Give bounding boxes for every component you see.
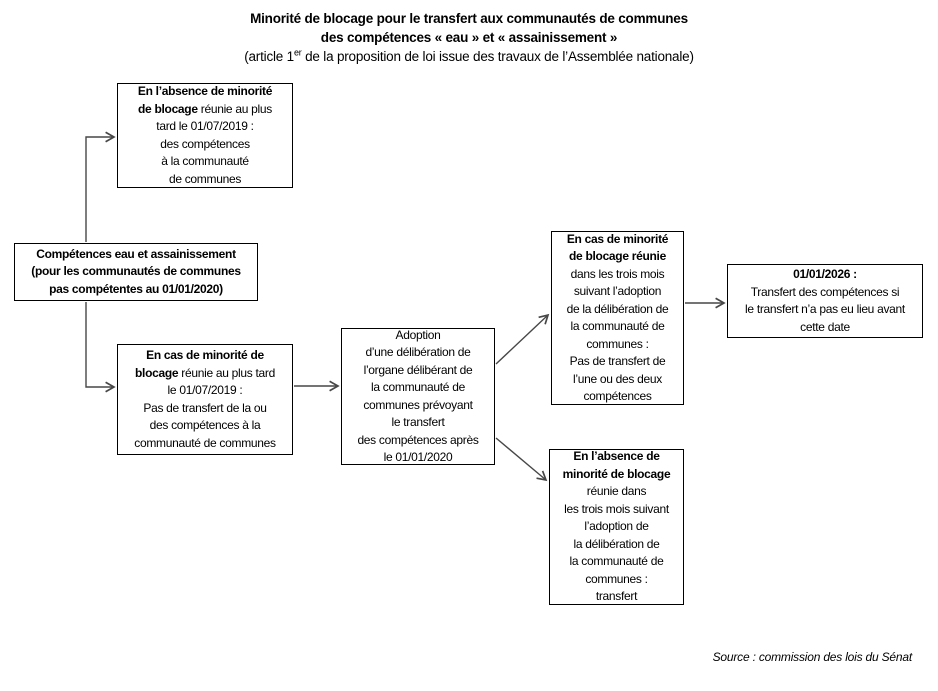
box-text-line: la communauté de bbox=[371, 380, 465, 394]
chart-title bbox=[0, 9, 938, 66]
box-text-line: cette date bbox=[800, 319, 850, 334]
node-blocking-minority-after-deliberation bbox=[551, 231, 684, 405]
box-text-line: minorité de blocage bbox=[562, 466, 671, 481]
box-text-line: compétences bbox=[583, 389, 652, 403]
box-text-line: (pour les communautés de communes bbox=[31, 264, 241, 279]
box-text-line: dans les trois mois bbox=[570, 266, 665, 281]
box-text-line: tard le 01/07/2019 : bbox=[156, 119, 254, 133]
box-text-line: l’une ou des deux bbox=[573, 371, 662, 386]
box-text-line: blocage réunie au plus tard bbox=[135, 365, 275, 380]
connector-start-to-blocking-before bbox=[86, 302, 114, 387]
title-line-3-prefix: (article 1 bbox=[244, 49, 294, 64]
node-no-blocking-minority-after-deliberation bbox=[549, 449, 684, 605]
box-text-line: suivant l’adoption bbox=[573, 284, 662, 298]
box-text-line: 01/01/2026 : bbox=[793, 267, 857, 281]
box-text-line: le 01/07/2019 : bbox=[167, 383, 243, 397]
node-no-blocking-minority-before-deadline bbox=[117, 83, 293, 188]
box-text-line: de blocage réunie bbox=[569, 249, 666, 263]
box-text-line: En cas de minorité bbox=[566, 231, 669, 246]
box-text-line: de la délibération de bbox=[566, 301, 669, 316]
title-line-1: Minorité de blocage pour le transfert aux communautés de communes bbox=[250, 11, 688, 26]
box-text-line: communes : bbox=[586, 336, 649, 351]
title-line-3-suffix: de la proposition de loi issue des travaux de l’Assemblée nationale) bbox=[301, 49, 694, 64]
box-text-line: Transfert des compétences si bbox=[750, 284, 900, 299]
box-text-line: la communauté de bbox=[569, 554, 664, 569]
source-note: Source : commission des lois du Sénat bbox=[712, 650, 912, 664]
connector-adoption-to-blocking-after bbox=[496, 315, 548, 364]
box-text-line: des compétences à la bbox=[149, 418, 261, 432]
box-text-line: la délibération de bbox=[573, 536, 660, 551]
node-adoption-deliberation bbox=[341, 328, 495, 465]
box-text-line: de blocage réunie au plus bbox=[138, 101, 272, 116]
box-text-line: Pas de transfert de bbox=[569, 354, 666, 368]
box-text-line: communauté de communes bbox=[134, 435, 276, 450]
box-text-line: En l’absence de bbox=[573, 449, 660, 464]
node-blocking-minority-before-deadline bbox=[117, 344, 293, 455]
box-text-line: des compétences après bbox=[357, 432, 479, 447]
node-transfer-2026 bbox=[727, 264, 923, 338]
box-text-line: réunie dans bbox=[586, 484, 647, 499]
box-text-line: les trois mois suivant bbox=[564, 501, 669, 516]
title-line-3 bbox=[0, 47, 938, 66]
connector-adoption-to-no-blocking-after bbox=[496, 438, 546, 480]
box-text-line: Pas de transfert de la ou bbox=[143, 400, 267, 415]
box-text-line: En cas de minorité de bbox=[146, 348, 264, 362]
box-text-line: En l’absence de minorité bbox=[137, 84, 273, 98]
box-text-line: l’adoption de bbox=[584, 519, 649, 534]
box-text-line: Adoption bbox=[395, 327, 441, 342]
box-text-line: de communes bbox=[168, 171, 242, 186]
box-text-line: Compétences eau et assainissement bbox=[36, 246, 236, 261]
box-text-line: le 01/01/2020 bbox=[383, 450, 453, 464]
title-superscript: er bbox=[293, 47, 302, 58]
box-text-line: communes prévoyant bbox=[363, 397, 473, 412]
box-text-line: d’une délibération de bbox=[365, 345, 471, 359]
box-text-line: des compétences bbox=[160, 136, 250, 151]
box-text-line: le transfert bbox=[391, 415, 445, 429]
box-text-line: l’organe délibérant de bbox=[363, 362, 473, 377]
box-text-line: communes : bbox=[585, 571, 648, 586]
connector-start-to-no-blocking-before bbox=[86, 137, 114, 242]
box-text-line: le transfert n’a pas eu lieu avant bbox=[745, 302, 905, 316]
box-text-line: pas compétentes au 01/01/2020) bbox=[49, 281, 223, 296]
box-text-line: transfert bbox=[595, 589, 638, 604]
box-text-line: à la communauté bbox=[161, 154, 249, 168]
node-start-competences-eau-assainissement bbox=[14, 243, 258, 301]
box-text-line: la communauté de bbox=[570, 319, 665, 333]
title-line-2: des compétences « eau » et « assainissement » bbox=[320, 30, 618, 45]
